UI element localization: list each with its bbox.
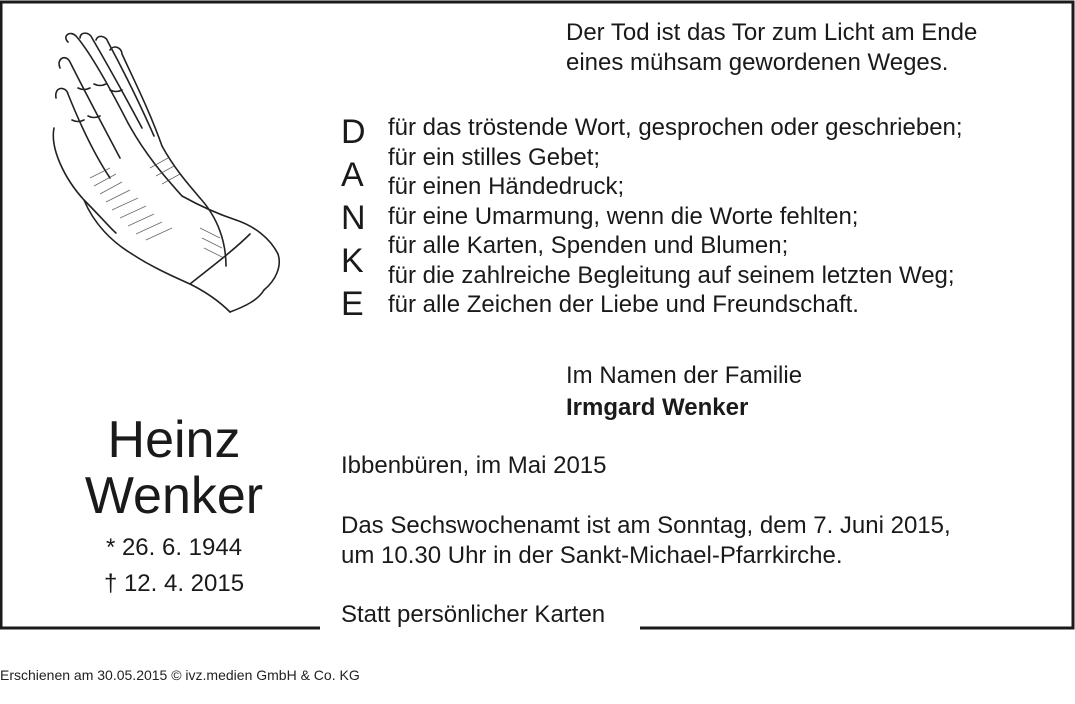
thanks-line: für alle Zeichen der Liebe und Freundschaft. (388, 291, 859, 318)
service-info (341, 511, 951, 571)
quote-line: Der Tod ist das Tor zum Licht am Ende (566, 19, 978, 46)
praying-hands-icon (50, 28, 285, 323)
last-name: Wenker (84, 467, 264, 525)
thanks-line: für eine Umarmung, wenn die Worte fehlten; (388, 202, 859, 230)
family-intro: Im Namen der Familie (566, 362, 803, 389)
danke-letter-a: A (341, 156, 364, 194)
danke-letter-e: E (341, 285, 364, 323)
thanks-line: für ein stilles Gebet; (388, 143, 601, 171)
danke-letter-d: D (341, 113, 366, 151)
family-signature (566, 360, 802, 424)
deceased-name (74, 412, 274, 524)
place-date: Ibbenbüren, im Mai 2015 (341, 452, 607, 479)
thanks-line: für alle Karten, Spenden und Blumen; (388, 232, 789, 259)
birth-date: * 26. 6. 1944 (105, 534, 243, 561)
quote (566, 18, 977, 78)
cards-note: Statt persönlicher Karten (341, 601, 606, 628)
thanks-line: für die zahlreiche Begleitung auf seinem letzten Weg; (388, 261, 955, 289)
thanks-line: für das tröstende Wort, gesprochen oder geschrieben; (388, 114, 963, 141)
thanks-list (388, 113, 963, 320)
danke-letter-n: N (341, 199, 366, 237)
family-name: Irmgard Wenker (566, 394, 749, 421)
danke-letter-k: K (341, 242, 364, 280)
service-line: Das Sechswochenamt ist am Sonntag, dem 7. Juni 2015, (341, 512, 951, 539)
first-name: Heinz (107, 411, 241, 469)
quote-line: eines mühsam gewordenen Weges. (566, 49, 949, 76)
thanks-line: für einen Händedruck; (388, 173, 625, 200)
service-line: um 10.30 Uhr in der Sankt-Michael-Pfarrkirche. (341, 542, 843, 569)
death-date: † 12. 4. 2015 (103, 570, 245, 597)
publication-footer: Erschienen am 30.05.2015 © ivz.medien GmbH & Co. KG (0, 667, 360, 683)
life-dates (74, 530, 274, 602)
